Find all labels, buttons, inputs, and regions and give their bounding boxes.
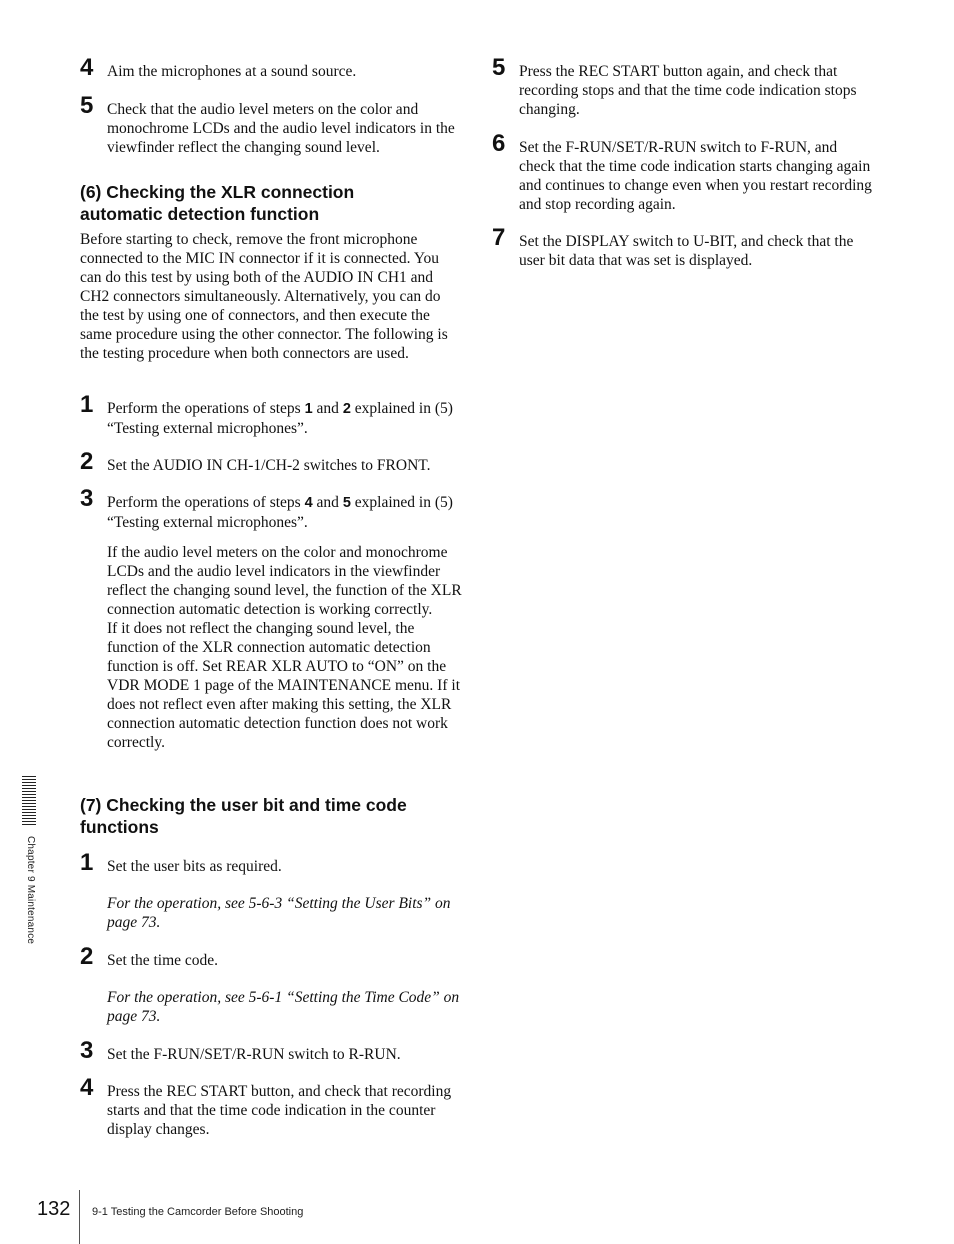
step-text: Press the REC START button again, and check that recording stops and that the time code indication stops changing. [519, 63, 857, 118]
result-paragraph: If the audio level meters on the color and monochrome LCDs and the audio level indicators in the viewfinder reflect the changing sound level, the function of the XLR connection automatic detection is working correctly. [107, 544, 462, 618]
step-number: 2 [80, 448, 94, 475]
step-number: 6 [492, 130, 506, 157]
section-6-intro: Before starting to check, remove the front microphone connected to the MIC IN connector if it is connected. You can do this test by using both of the AUDIO IN CH1 and CH2 connectors simultaneously. Alternatively, you can do the test by using one of connectors, and then execute the same procedure using the other connector. The following is the testing procedure when both connectors are used. [80, 231, 448, 362]
step-number: 5 [492, 54, 506, 81]
step-number: 2 [80, 943, 94, 970]
step-text: Set the F-RUN/SET/R-RUN switch to F-RUN, and check that the time code indication starts changing again and continues to change even when you restart recording and stop recording again. [519, 139, 872, 213]
step-text: Perform the operations of steps 4 and 5 explained in (5) “Testing external microphones”. [107, 494, 453, 531]
chapter-side-label: Chapter 9 Maintenance [25, 836, 36, 945]
step-text: Set the user bits as required. [107, 858, 282, 875]
chapter-tab-marker [22, 776, 36, 826]
step-number: 3 [80, 1037, 94, 1064]
step-text: Set the time code. [107, 952, 219, 969]
step-number: 7 [492, 224, 506, 251]
step-text: Set the F-RUN/SET/R-RUN switch to R-RUN. [107, 1046, 401, 1063]
section-6-heading [80, 181, 462, 225]
result-text [107, 543, 462, 752]
step-text: Set the AUDIO IN CH-1/CH-2 switches to FRONT. [107, 457, 431, 474]
step-text: Check that the audio level meters on the color and monochrome LCDs and the audio level indicators in the viewfinder reflect the changing sound level. [107, 101, 455, 156]
step-number: 3 [80, 485, 94, 512]
heading-line: automatic detection function [80, 204, 320, 224]
reference-note: For the operation, see 5-6-3 “Setting the User Bits” on page 73. [107, 895, 451, 931]
heading-line: (7) Checking the user bit and time code [80, 795, 407, 815]
section-7-heading [80, 794, 462, 838]
step-number: 5 [80, 92, 94, 119]
step-text: Aim the microphones at a sound source. [107, 63, 357, 80]
step-number: 4 [80, 1074, 94, 1101]
step-text: Set the DISPLAY switch to U-BIT, and check that the user bit data that was set is displayed. [519, 233, 854, 269]
footer-divider [79, 1190, 80, 1244]
result-paragraph: If it does not reflect the changing sound level, the function of the XLR connection automatic detection function is off. Set REAR XLR AUTO to “ON” on the VDR MODE 1 page of the MAINTENANCE menu. If it does not reflect even after making this setting, the XLR connection automatic detection function does not work correctly. [107, 620, 460, 751]
step-number: 1 [80, 849, 94, 876]
footer-section-title: 9-1 Testing the Camcorder Before Shooting [92, 1206, 304, 1218]
heading-line: (6) Checking the XLR connection [80, 182, 355, 202]
step-number: 4 [80, 54, 94, 81]
step-text: Press the REC START button, and check that recording starts and that the time code indication in the counter display changes. [107, 1083, 452, 1138]
page-number: 132 [37, 1198, 71, 1220]
step-number: 1 [80, 391, 94, 418]
heading-line: functions [80, 817, 159, 837]
reference-note: For the operation, see 5-6-1 “Setting the Time Code” on page 73. [107, 989, 460, 1025]
step-text: Perform the operations of steps 1 and 2 explained in (5) “Testing external microphones”. [107, 400, 453, 437]
